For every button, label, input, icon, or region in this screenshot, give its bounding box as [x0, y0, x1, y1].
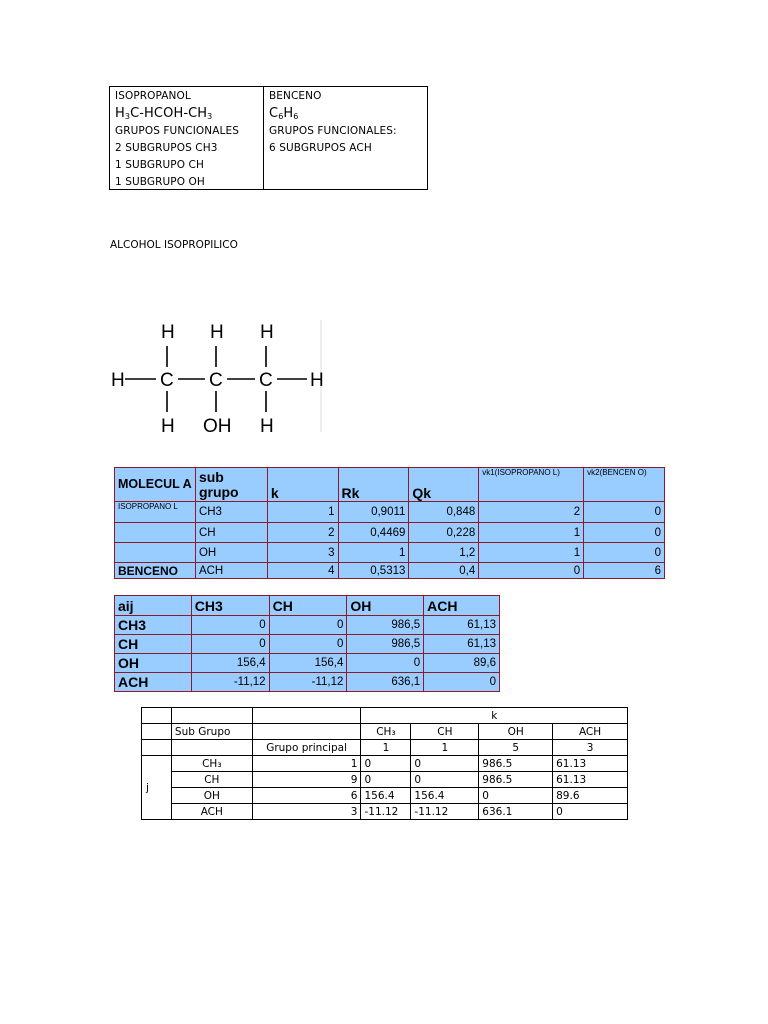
aij-interaction-table [114, 595, 500, 692]
benceno-formula: $C_6H_6$ [269, 106, 299, 122]
isopropanol-column [110, 87, 264, 189]
isopropanol-name: ISOPROPANOL [115, 90, 191, 102]
cell: 0,228 [409, 523, 479, 543]
header-cell: sub grupo [195, 468, 267, 502]
isopropanol-subgroup: 2 SUBGRUPOS CH3 [115, 141, 218, 154]
header-cell: CH [269, 596, 347, 616]
row-header-cell: CH [115, 635, 192, 654]
row-group: 1 [252, 756, 361, 772]
table-row [115, 523, 665, 543]
atom-oh: OH [203, 416, 232, 437]
benceno-groups-label: GRUPOS FUNCIONALES: [269, 124, 397, 137]
cell: 0 [584, 543, 665, 563]
grupo-principal-label: Grupo principal [252, 740, 361, 756]
cell: 0,4 [409, 563, 479, 579]
isopropanol-subgroup: 1 SUBGRUPO OH [115, 176, 205, 189]
cell: 0 [191, 616, 269, 635]
cell: -11,12 [191, 673, 269, 692]
section-title: ALCOHOL ISOPROPILICO [110, 239, 238, 251]
row-name: CH₃ [171, 756, 252, 772]
cell: 2 [479, 502, 584, 523]
cell: 3 [267, 543, 338, 563]
col-group: 1 [361, 740, 411, 756]
cell: 61.13 [553, 756, 628, 772]
table-row [115, 502, 665, 523]
header-cell: vk2(BENCEN O) [584, 468, 665, 502]
table-row [115, 563, 665, 579]
atom-h: H [161, 416, 175, 437]
molecule-info-box [109, 86, 428, 190]
cell [171, 708, 252, 724]
cell: 89,6 [424, 654, 500, 673]
cell: 0 [361, 772, 411, 788]
cell: 986.5 [479, 772, 553, 788]
col-header: CH₃ [361, 724, 411, 740]
row-group: 9 [252, 772, 361, 788]
cell: 0 [361, 756, 411, 772]
cell: 61.13 [553, 772, 628, 788]
group-interaction-matrix [141, 707, 628, 820]
cell [142, 740, 172, 756]
unifac-parameters-table [114, 467, 665, 579]
cell: 0 [191, 635, 269, 654]
header-cell: CH3 [191, 596, 269, 616]
header-cell: aij [115, 596, 192, 616]
table-row [142, 756, 628, 772]
table-header-row [115, 596, 500, 616]
cell [115, 523, 196, 543]
cell: 1 [267, 502, 338, 523]
cell: 1,2 [409, 543, 479, 563]
cell: -11.12 [361, 804, 411, 820]
benceno-subgroup: 6 SUBGRUPOS ACH [269, 141, 372, 154]
row-name: CH [171, 772, 252, 788]
table-header-row [142, 708, 628, 724]
cell: 156.4 [411, 788, 479, 804]
cell: 6 [584, 563, 665, 579]
header-cell: ACH [424, 596, 500, 616]
table-header-row [142, 724, 628, 740]
header-cell: k [267, 468, 338, 502]
table-row [115, 673, 500, 692]
cell: 1 [338, 543, 409, 563]
cell: BENCENO [115, 563, 196, 579]
cell [171, 740, 252, 756]
isopropanol-subgroup: 1 SUBGRUPO CH [115, 159, 204, 172]
cell: -11.12 [411, 804, 479, 820]
cell: 0,848 [409, 502, 479, 523]
row-name: OH [171, 788, 252, 804]
j-label: j [142, 756, 172, 820]
header-cell: MOLECUL A [115, 468, 196, 502]
cell: 89.6 [553, 788, 628, 804]
cell: 1 [479, 543, 584, 563]
cell [115, 543, 196, 563]
cell: 0 [424, 673, 500, 692]
cell: 2 [267, 523, 338, 543]
atom-c: C [160, 370, 174, 391]
col-group: 5 [479, 740, 553, 756]
row-header-cell: ACH [115, 673, 192, 692]
table-row [142, 772, 628, 788]
table-row [142, 804, 628, 820]
row-name: ACH [171, 804, 252, 820]
cell: 156,4 [191, 654, 269, 673]
table-header-row [142, 740, 628, 756]
cell: 0 [479, 563, 584, 579]
cell: 156.4 [361, 788, 411, 804]
row-group: 3 [252, 804, 361, 820]
col-header: OH [479, 724, 553, 740]
atom-h: H [310, 370, 324, 391]
cell: 0 [584, 502, 665, 523]
atom-h: H [260, 416, 274, 437]
header-cell: Qk [409, 468, 479, 502]
cell: CH3 [195, 502, 267, 523]
benceno-name: BENCENO [269, 90, 322, 102]
row-group: 6 [252, 788, 361, 804]
table-row [115, 635, 500, 654]
atom-c: C [209, 370, 223, 391]
cell: CH [195, 523, 267, 543]
cell: OH [195, 543, 267, 563]
cell: 0 [411, 772, 479, 788]
table-header-row [115, 468, 665, 502]
sub-grupo-label: Sub Grupo [171, 724, 252, 740]
col-header: CH [411, 724, 479, 740]
atom-h: H [260, 322, 274, 343]
cell: 0,5313 [338, 563, 409, 579]
header-cell: OH [347, 596, 424, 616]
atom-c: C [259, 370, 273, 391]
cell: ISOPROPANO L [115, 502, 196, 523]
cell: 61,13 [424, 616, 500, 635]
cell: 0 [479, 788, 553, 804]
cell [252, 708, 361, 724]
row-header-cell: OH [115, 654, 192, 673]
cell: 0 [269, 616, 347, 635]
col-header: ACH [553, 724, 628, 740]
table-row [115, 616, 500, 635]
isopropanol-structure-diagram [105, 315, 325, 440]
cell: 0 [584, 523, 665, 543]
cell: -11,12 [269, 673, 347, 692]
isopropanol-formula: $H_3C-HCOH-CH_3$ [115, 106, 213, 122]
cell: 0 [347, 654, 424, 673]
isopropanol-groups-label: GRUPOS FUNCIONALES [115, 124, 239, 137]
cell: 0 [269, 635, 347, 654]
cell: ACH [195, 563, 267, 579]
cell: 0,9011 [338, 502, 409, 523]
cell: 156,4 [269, 654, 347, 673]
atom-h: H [210, 322, 224, 343]
cell [252, 724, 361, 740]
cell: 0 [553, 804, 628, 820]
header-cell: vk1(ISOPROPANO L) [479, 468, 584, 502]
cell: 636,1 [347, 673, 424, 692]
col-group: 3 [553, 740, 628, 756]
cell: 61,13 [424, 635, 500, 654]
table-row [115, 654, 500, 673]
table-row [142, 788, 628, 804]
cell: 4 [267, 563, 338, 579]
atom-h: H [161, 322, 175, 343]
cell: 986,5 [347, 616, 424, 635]
cell: 0,4469 [338, 523, 409, 543]
header-cell: Rk [338, 468, 409, 502]
cell: 636.1 [479, 804, 553, 820]
cell: 0 [411, 756, 479, 772]
col-group: 1 [411, 740, 479, 756]
cell: 1 [479, 523, 584, 543]
cell: 986,5 [347, 635, 424, 654]
cell [142, 708, 172, 724]
cell [142, 724, 172, 740]
benceno-column [264, 87, 427, 189]
atom-h: H [111, 370, 125, 391]
k-header: k [361, 708, 628, 724]
cell: 986.5 [479, 756, 553, 772]
row-header-cell: CH3 [115, 616, 192, 635]
table-row [115, 543, 665, 563]
